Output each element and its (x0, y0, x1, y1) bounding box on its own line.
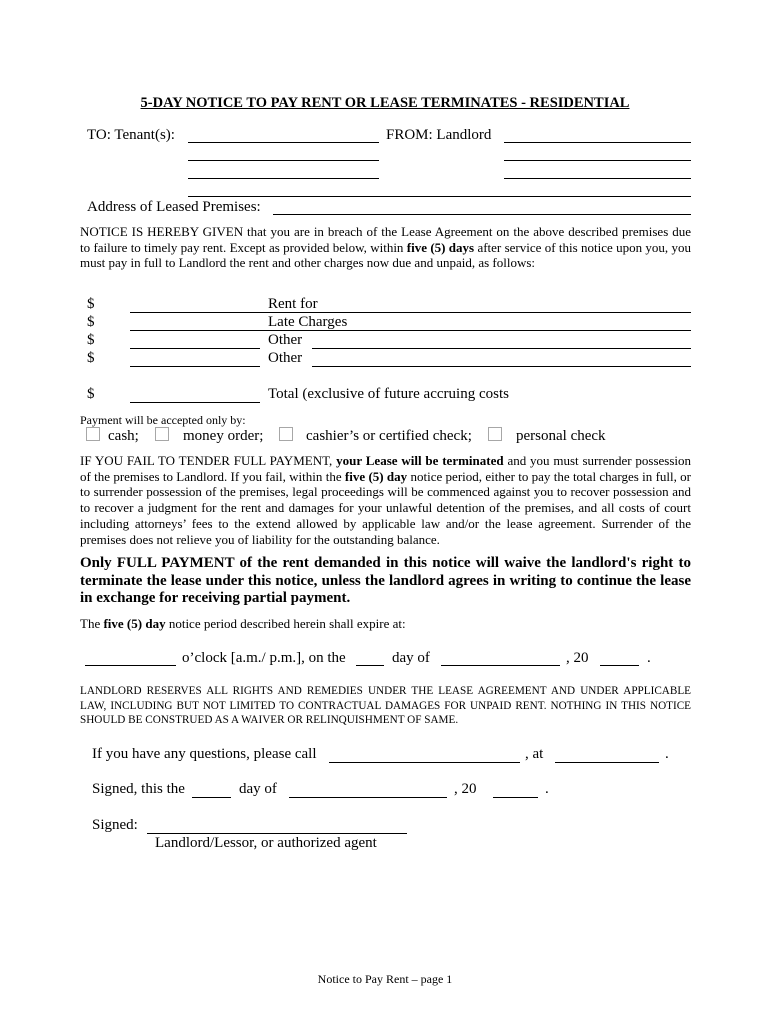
from-landlord-label: FROM: Landlord (386, 127, 492, 143)
questions-label: If you have any questions, please call (92, 746, 317, 762)
notice-paragraph: NOTICE IS HEREBY GIVEN that you are in breach of the Lease Agreement on the above described premises due to failure to timely pay rent. Except as provided below, within five (5) days after service of this notice upon you, you must pay in full to Landlord the rent and other charges now due and unpaid, as follows: (80, 224, 692, 271)
year-prefix-label: , 20 (454, 781, 477, 797)
address-label: Address of Leased Premises: (87, 199, 261, 215)
expire-month-field[interactable] (441, 665, 560, 666)
rent-amount-field[interactable] (130, 312, 260, 313)
currency-symbol: $ (87, 386, 95, 402)
reserves-rights-paragraph: LANDLORD RESERVES ALL RIGHTS AND REMEDIES UNDER THE LEASE AGREEMENT AND UNDER APPLICABLE LAW, INCLUDING BUT NOT LIMITED TO CONTRACTUAL DAMAGES FOR UNPAID RENT. NOTHING IN THIS NOTICE SHOULD BE CONSTRUED AS A WAIVER OR RELINQUISHMENT OF SAME. (80, 685, 691, 726)
other-amount-field-2[interactable] (130, 366, 260, 367)
other-description-field-2[interactable] (312, 366, 691, 367)
other-amount-field-1[interactable] (130, 348, 260, 349)
currency-symbol: $ (87, 350, 95, 366)
other-description-field-1[interactable] (312, 348, 691, 349)
contact-name-field[interactable] (329, 762, 520, 763)
cash-checkbox[interactable] (86, 427, 100, 441)
rent-for-field[interactable] (260, 312, 691, 313)
total-amount-field[interactable] (130, 402, 260, 403)
day-of-label: day of (239, 781, 277, 797)
oclock-label: o’clock [a.m./ p.m.], on the (182, 650, 346, 666)
payment-methods-label: Payment will be accepted only by: (80, 413, 246, 427)
charge-label: Other (268, 350, 303, 366)
personal-check-checkbox[interactable] (488, 427, 502, 441)
expire-hour-field[interactable] (85, 665, 176, 666)
landlord-name-line-2[interactable] (504, 160, 691, 161)
period-mark: . (665, 746, 669, 762)
document-title: 5-DAY NOTICE TO PAY RENT OR LEASE TERMINATES - RESIDENTIAL (140, 95, 630, 111)
address-field[interactable] (273, 214, 691, 215)
signature-caption: Landlord/Lessor, or authorized agent (155, 835, 377, 851)
currency-symbol: $ (87, 314, 95, 330)
currency-symbol: $ (87, 296, 95, 312)
charge-label: Late Charges (268, 314, 348, 330)
total-label: Total (exclusive of future accruing costs (268, 386, 509, 402)
period-mark: . (545, 781, 549, 797)
year-prefix-label: , 20 (566, 650, 589, 666)
signed-year-field[interactable] (493, 797, 538, 798)
to-tenants-label: TO: Tenant(s): (87, 127, 175, 143)
cashiers-check-checkbox[interactable] (279, 427, 293, 441)
at-label: , at (525, 746, 544, 762)
contact-phone-field[interactable] (555, 762, 659, 763)
expire-day-field[interactable] (356, 665, 384, 666)
landlord-name-line-1[interactable] (504, 142, 691, 143)
payment-option-label: cashier’s or certified check; (306, 428, 472, 444)
landlord-name-line-3[interactable] (504, 178, 691, 179)
currency-symbol: $ (87, 332, 95, 348)
late-charges-field[interactable] (260, 330, 691, 331)
tenant-name-line-2[interactable] (188, 160, 379, 161)
signed-month-field[interactable] (289, 797, 447, 798)
signed-day-field[interactable] (192, 797, 231, 798)
payment-option-label: money order; (183, 428, 264, 444)
expire-statement: The five (5) day notice period described herein shall expire at: (80, 616, 406, 631)
signature-label: Signed: (92, 817, 138, 833)
late-charges-amount-field[interactable] (130, 330, 260, 331)
address-line-upper[interactable] (188, 196, 691, 197)
charge-label: Rent for (268, 296, 318, 312)
money-order-checkbox[interactable] (155, 427, 169, 441)
signature-field[interactable] (147, 833, 407, 834)
tenant-name-line-3[interactable] (188, 178, 379, 179)
tenant-name-line-1[interactable] (188, 142, 379, 143)
day-of-label: day of (392, 650, 430, 666)
period-mark: . (647, 650, 651, 666)
payment-option-label: cash; (108, 428, 139, 444)
failure-paragraph: IF YOU FAIL TO TENDER FULL PAYMENT, your Lease will be terminated and you must surrender possession of the premises to Landlord. If you fail, within the five (5) day notice period, either to pay the total charges in full, or to surrender possession of the premises, legal proceedings will be commenced against you to recover possession and to recover a judgment for the rent and damages for your unlawful detention of the premises, and all costs of court including attorneys’ fees to the extend allowed by applicable law and/or the lease agreement. Surrender of the premises does not relieve you of liability for the outstanding balance. (80, 453, 692, 547)
full-payment-paragraph: Only FULL PAYMENT of the rent demanded in this notice will waive the landlord's right to terminate the lease under this notice, unless the landlord agrees in writing to continue the lease in exchange for receiving partial payment. (80, 555, 691, 606)
expire-year-field[interactable] (600, 665, 639, 666)
signed-date-label: Signed, this the (92, 781, 185, 797)
payment-option-label: personal check (516, 428, 606, 444)
page-footer: Notice to Pay Rent – page 1 (317, 972, 453, 986)
charge-label: Other (268, 332, 303, 348)
